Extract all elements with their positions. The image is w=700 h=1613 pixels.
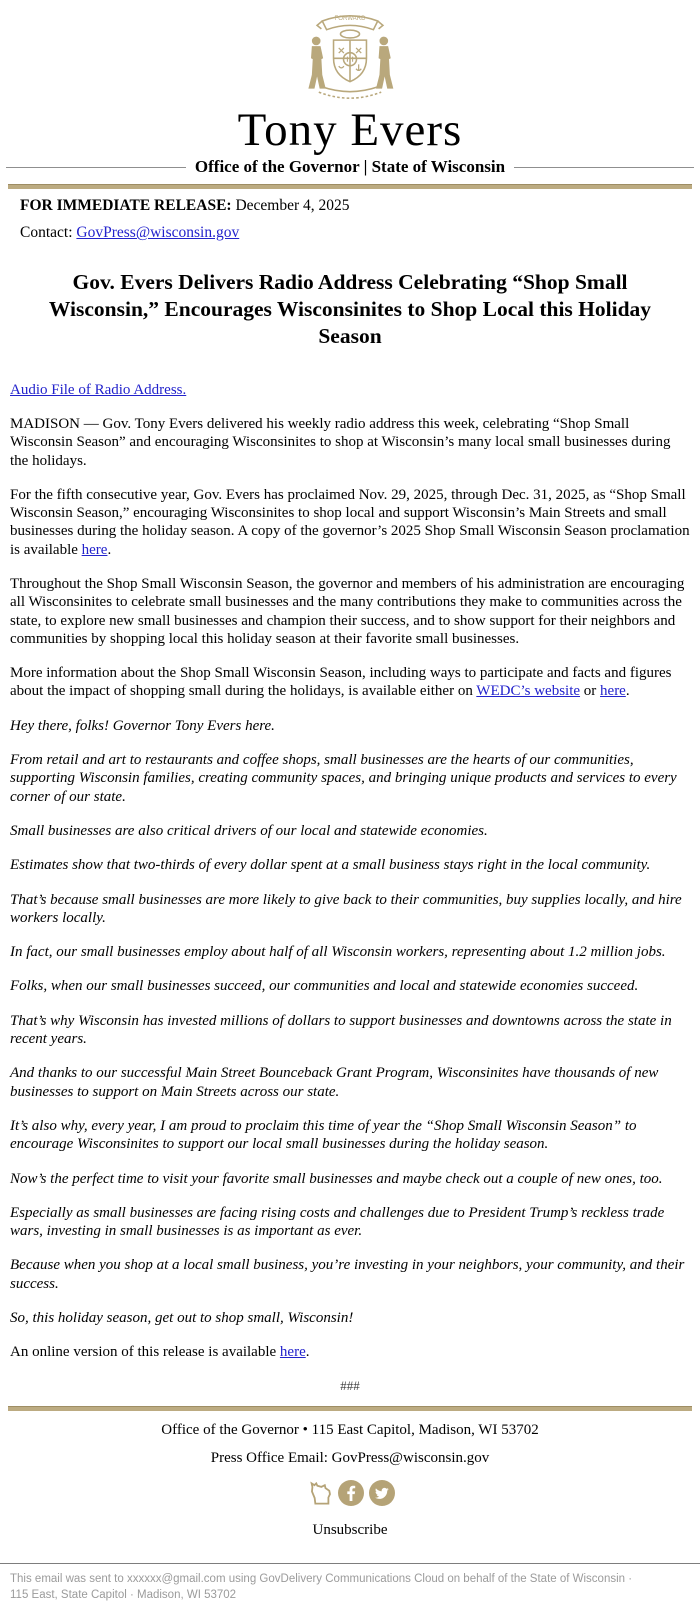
- header-subtitle: Office of the Governor | State of Wisconsin: [194, 157, 506, 176]
- radio-address-paragraph: So, this holiday season, get out to shop small, Wisconsin!: [10, 1310, 354, 1326]
- radio-address-paragraph: Hey there, folks! Governor Tony Evers here.: [10, 717, 275, 734]
- wisconsin-icon[interactable]: [306, 1480, 333, 1507]
- email-header: [0, 0, 700, 177]
- paragraph: Throughout the Shop Small Wisconsin Season, the governor and members of his administration are encouraging all Wisconsinites to celebrate small businesses and the many contributions they make to communities across the state, to explore new small businesses and champion their success, and to show support for their neighbors and communities by shopping local this holiday season at their favorite small businesses.: [10, 575, 685, 647]
- audio-link-paragraph: [10, 382, 690, 399]
- contact-line: [20, 223, 680, 243]
- paragraph: MADISON — Gov. Tony Evers delivered his weekly radio address this week, celebrating “Shop Small Wisconsin Season” and encouraging Wisconsinites to shop at Wisconsin’s many local small businesses during the holidays.: [10, 415, 671, 469]
- radio-address-paragraph: It’s also why, every year, I am proud to proclaim this time of year the “Shop Small Wisconsin Season” to encourage Wisconsinites to support our local small businesses during the holiday season.: [10, 1117, 637, 1153]
- paragraph: More information about the Shop Small Wisconsin Season, including ways to participate and facts and figures about the impact of shopping small during the holidays, is available either on WEDC’s website or here.: [10, 665, 672, 700]
- paragraph: For the fifth consecutive year, Gov. Evers has proclaimed Nov. 29, 2025, through Dec. 31, 2025, as “Shop Small Wisconsin Season,” encouraging Wisconsinites to shop local and support Wisconsin’s Main Streets and small businesses during the holiday season. A copy of the governor’s 2025 Shop Small Wisconsin Season proclamation is available here.: [10, 486, 690, 558]
- wisconsin-coat-of-arms: [0, 7, 700, 107]
- subtitle-right-rule: [514, 167, 694, 168]
- inline-link[interactable]: here: [600, 683, 626, 700]
- radio-address-paragraph: Now’s the perfect time to visit your favorite small businesses and maybe check out a couple of new ones, too.: [10, 1170, 663, 1187]
- radio-address-paragraph: That’s why Wisconsin has invested millions of dollars to support businesses and downtowns across the state in recent years.: [10, 1012, 672, 1048]
- radio-address-paragraph: From retail and art to restaurants and coffee shops, small businesses are the hearts of our communities, supporting Wisconsin families, creating community spaces, and bringing unique products and services to every corner of our state.: [10, 752, 677, 805]
- governor-name: Tony Evers: [237, 104, 463, 156]
- header-subtitle-row: [6, 157, 694, 177]
- press-release-body: [10, 415, 690, 1362]
- inline-link[interactable]: here: [279, 1344, 306, 1361]
- headline: Gov. Evers Delivers Radio Address Celebrating “Shop Small Wisconsin,” Encourages Wisconsinites to Shop Local this Holiday Season: [48, 270, 652, 349]
- radio-address-paragraph: Small businesses are also critical drivers of our local and statewide economies.: [10, 822, 488, 839]
- subtitle-left-rule: [6, 167, 186, 168]
- contact-label: Contact:: [20, 224, 73, 242]
- inline-link[interactable]: WEDC’s website: [476, 683, 581, 700]
- header-divider: [8, 184, 692, 189]
- radio-address-paragraph: Especially as small businesses are facing rising costs and challenges due to President Trump’s reckless trade wars, investing in small businesses is as important as ever.: [10, 1204, 665, 1240]
- twitter-icon[interactable]: [369, 1480, 395, 1506]
- radio-address-paragraph: And thanks to our successful Main Street Bounceback Grant Program, Wisconsinites have thousands of new businesses to support on Main Streets across our state.: [10, 1065, 659, 1100]
- radio-address-paragraph: Because when you shop at a local small business, you’re investing in your neighbors, your community, and their success.: [10, 1257, 685, 1292]
- seal-motto-text: FORWARD: [334, 16, 366, 23]
- footer-address: Office of the Governor • 115 East Capitol, Madison, WI 53702: [161, 1421, 539, 1438]
- press-release: [10, 196, 690, 1394]
- release-date: December 4, 2025: [235, 197, 350, 214]
- facebook-icon[interactable]: [338, 1480, 364, 1506]
- footer-divider: [8, 1406, 692, 1411]
- paragraph: An online version of this release is available here.: [10, 1344, 310, 1361]
- for-immediate-release-label: FOR IMMEDIATE RELEASE:: [20, 197, 232, 214]
- fineprint-text: This email was sent to xxxxxx@gmail.com using GovDelivery Communications Cloud on behalf of the State of Wisconsin · 115 East, State Capitol · Madison, WI 53702: [10, 1572, 633, 1601]
- social-icons-row: [0, 1480, 700, 1507]
- release-info-line: [20, 196, 680, 216]
- radio-address-paragraph: Estimates show that two-thirds of every dollar spent at a small business stays right in the local community.: [10, 857, 651, 874]
- contact-email-link[interactable]: GovPress@wisconsin.gov: [76, 224, 240, 242]
- unsubscribe-link[interactable]: Unsubscribe: [312, 1521, 388, 1538]
- radio-address-paragraph: Folks, when our small businesses succeed, our communities and local and statewide economies succeed.: [10, 978, 639, 995]
- radio-address-paragraph: That’s because small businesses are more likely to give back to their communities, buy supplies locally, and hire workers locally.: [10, 891, 682, 926]
- fineprint-divider: [0, 1563, 700, 1564]
- email-footer: [0, 1422, 700, 1603]
- inline-link[interactable]: here: [81, 541, 108, 558]
- wisconsin-seal-graphic: [298, 7, 402, 107]
- end-marks: ###: [340, 1377, 360, 1393]
- audio-file-link[interactable]: Audio File of Radio Address.: [10, 381, 187, 398]
- radio-address-paragraph: In fact, our small businesses employ about half of all Wisconsin workers, representing about 1.2 million jobs.: [10, 944, 666, 961]
- footer-press-email: Press Office Email: GovPress@wisconsin.gov: [210, 1449, 490, 1466]
